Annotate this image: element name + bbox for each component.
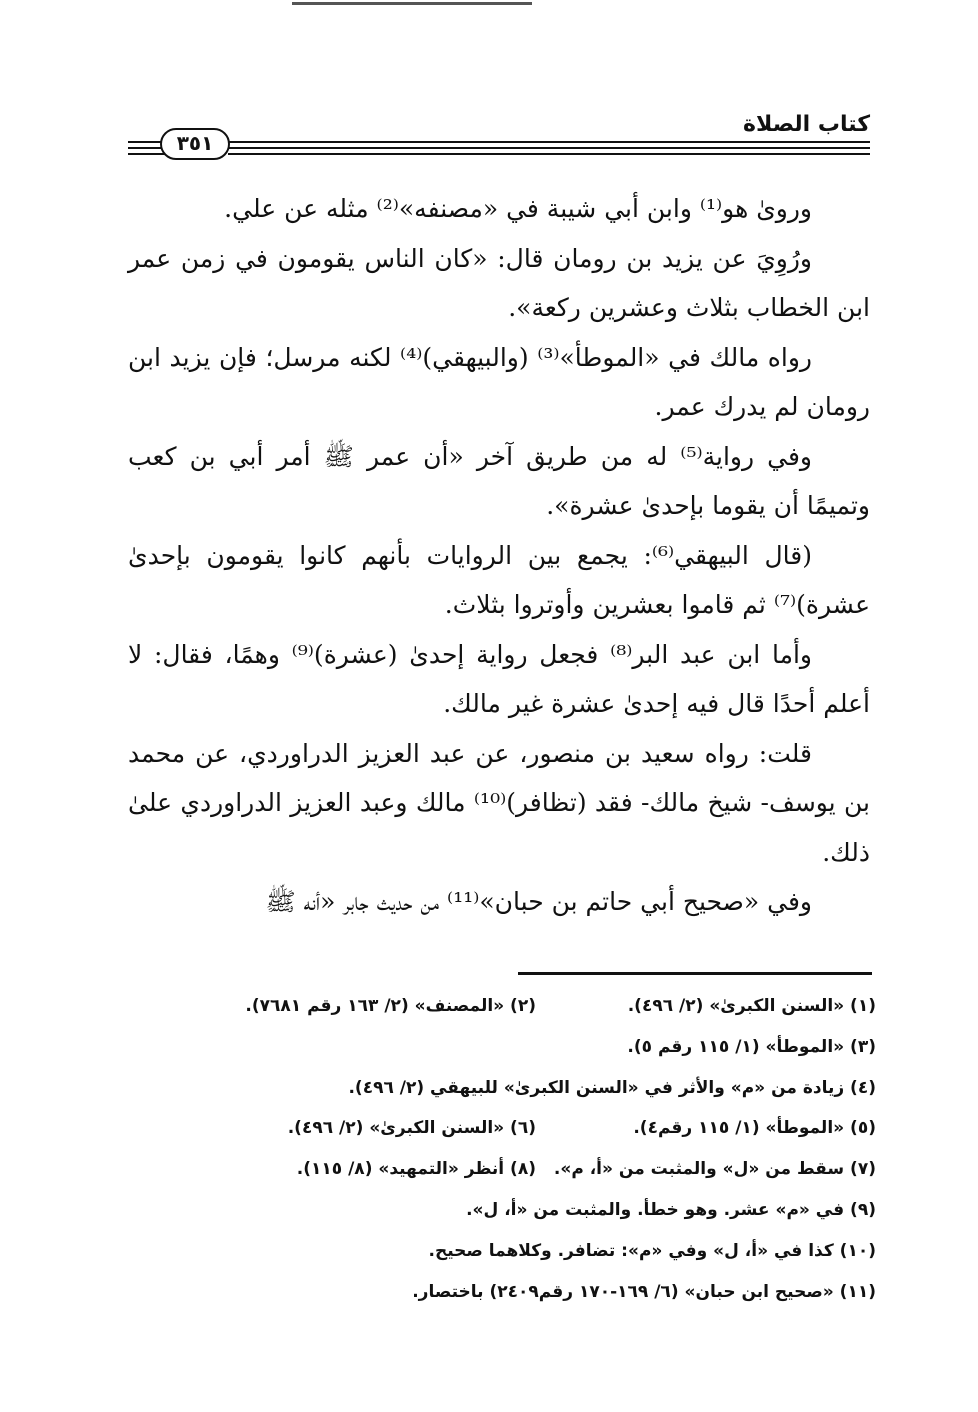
footnote: (٨) أنظر «التمهيد» (٨/ ١١٥). xyxy=(296,1159,536,1180)
paragraph: (قال البيهقي⁽⁶⁾: يجمع بين الروايات بأنهم كانوا يقومون بإحدىٰ عشرة)⁽⁷⁾ ثم قاموا بعشرين وأوتروا بثلاث. xyxy=(128,540,870,619)
header-rule xyxy=(228,141,870,143)
footnote: (٩) في «م» عشر. وهو خطأ. والمثبت من «أ، ل». xyxy=(466,1199,876,1220)
header-rule xyxy=(228,147,870,149)
footnote: (٢) «المصنف» (٢/ ١٦٣ رقم ٧٦٨١). xyxy=(245,996,536,1016)
footnote: (٣) «الموطأ» (١/ ١١٥ رقم ٥). xyxy=(627,1036,876,1057)
footnote: (١٠) كذا في «أ، ل» وفي «م»: تضافر. وكلاهما صحيح. xyxy=(428,1240,876,1261)
footnote: (٤) زيادة من «م» والأثر في «السنن الكبرىٰ» للبيهقي (٢/ ٤٩٦). xyxy=(348,1077,876,1098)
footnote-row xyxy=(150,986,876,1027)
footnote: (١١) «صحيح ابن حبان» (٦/ ١٦٩-١٧٠ رقم٢٤٠٩) باختصار. xyxy=(412,1281,876,1302)
footnote: (٧) سقط من «ل» والمثبت من «أ، م». xyxy=(553,1159,876,1180)
footnote: (٦) «السنن الكبرىٰ» (٢/ ٤٩٦). xyxy=(287,1118,536,1139)
main-text xyxy=(128,184,870,927)
footnote-separator xyxy=(518,972,872,975)
top-scan-rule xyxy=(292,2,532,5)
chapter-title: كتاب الصلاة xyxy=(743,112,870,137)
paragraph: ورُوِيَ عن يزيد بن رومان قال: «كان الناس يقومون في زمن عمر ابن الخطاب بثلاث وعشرين ركعة». xyxy=(128,243,870,322)
page-number: ٣٥١ xyxy=(160,128,230,160)
footnotes xyxy=(150,986,876,1312)
paragraph: وفي رواية⁽⁵⁾ له من طريق آخر «أن عمر ﷺ أمر أبي بن كعب وتميمًا أن يقوما بإحدىٰ عشرة». xyxy=(128,441,870,520)
paragraph: رواه مالك في «الموطأ»⁽³⁾ (والبيهقي)⁽⁴⁾ لكنه مرسل؛ فإن يزيد ابن رومان لم يدرك عمر. xyxy=(128,342,870,421)
running-header xyxy=(128,112,870,162)
paragraph: وفي «صحيح أبي حاتم بن حبان»⁽¹¹⁾ من حديث جابر «أنه ﷺ xyxy=(265,887,812,916)
footnote-row xyxy=(150,1108,876,1149)
paragraph: قلت: رواه سعيد بن منصور، عن عبد العزيز الدراوردي، عن محمد بن يوسف- شيخ مالك- فقد (تظافر)⁽¹⁰⁾ مالك وعبد العزيز الدراوردي علىٰ ذلك. xyxy=(128,738,870,867)
footnote: (٥) «الموطأ» (١/ ١١٥ رقم٤). xyxy=(633,1118,876,1139)
paragraph: وأما ابن عبد البر⁽⁸⁾ فجعل رواية إحدىٰ (عشرة)⁽⁹⁾ وهمًا، فقال: لا أعلم أحدًا قال فيه إحدىٰ عشرة غير مالك. xyxy=(128,639,870,718)
footnote-row xyxy=(150,1149,876,1190)
paragraph: ورویٰ هو⁽¹⁾ وابن أبي شيبة في «مصنفه»⁽²⁾ مثله عن علي. xyxy=(224,194,812,223)
footnote: (١) «السنن الكبرىٰ» (٢/ ٤٩٦). xyxy=(627,996,876,1016)
header-rule xyxy=(228,153,870,155)
